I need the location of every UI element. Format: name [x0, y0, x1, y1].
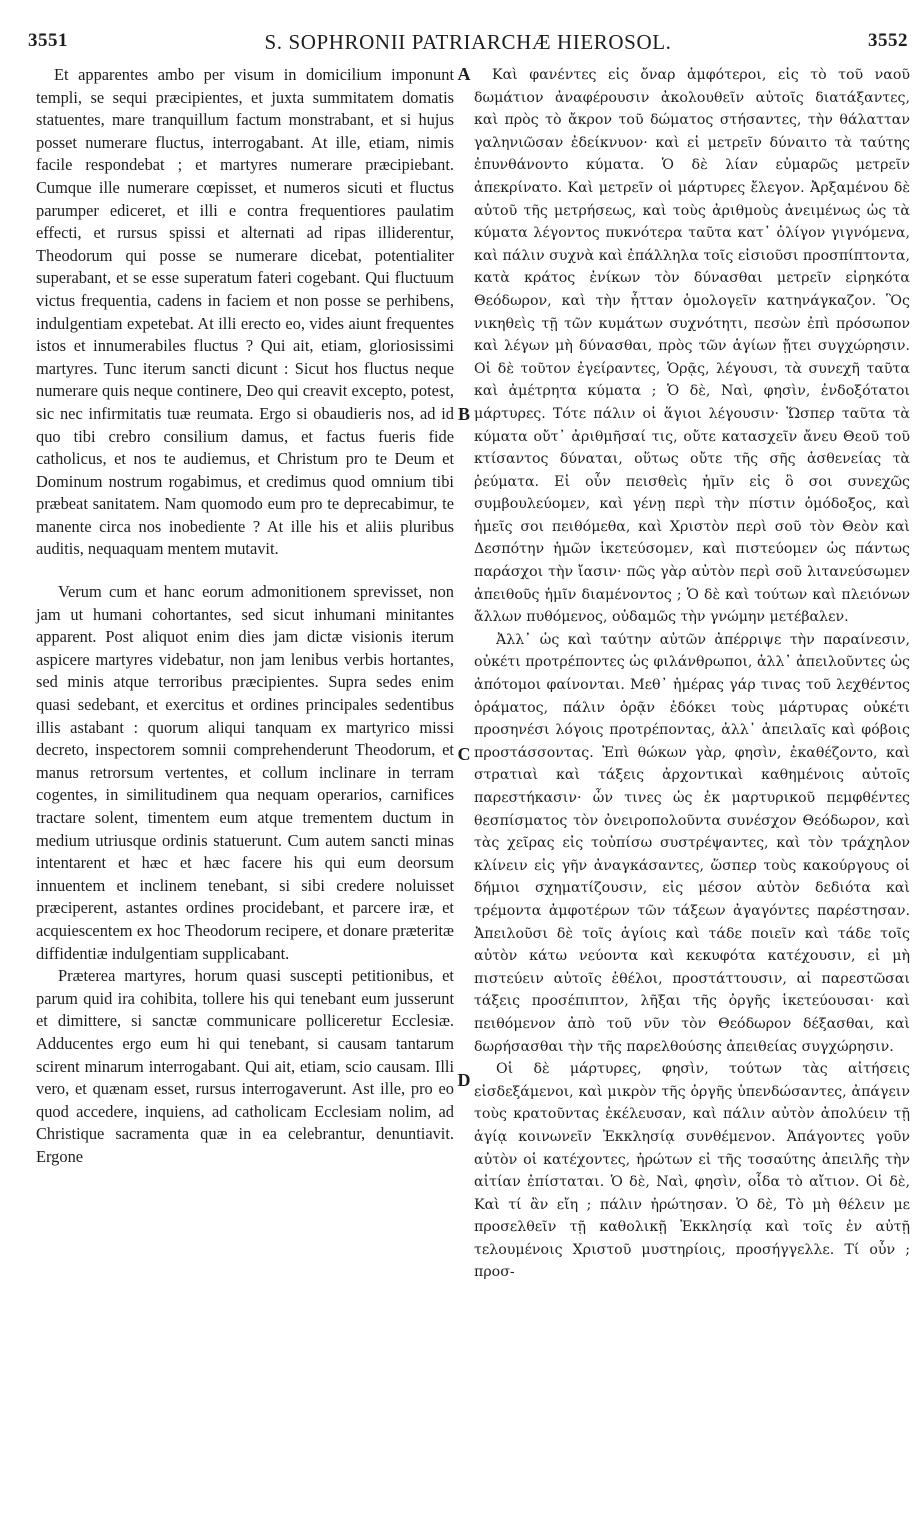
greek-paragraph-1: Καὶ φανέντες εἰς ὄναρ ἀμφότεροι, εἰς τὸ τοῦ ναοῦ δωμάτιον ἀναφέρουσιν ἀκολουθεῖν αὐτοῖς διατάξαντες, καὶ πρὸς τὸ ἄκρον τοῦ δώματος στήσαντες, τὴν θάλατταν γαληνιῶσαν ἐδείκνυον· καὶ εἰ μετρεῖν δύναιτο τὰ ταύτης ἐπυνθάνοντο κύματα. Ὁ δὲ λίαν εὐμαρῶς μετρεῖν ἀπεκρίνατο. Καὶ μετρεῖν οἱ μάρτυρες ἔλεγον. Ἀρξαμένου δὲ αὐτοῦ τῆς μετρήσεως, καὶ τοὺς ἀριθμοὺς ἀνειμένως ὡς τὰ κύματα λέγοντος πυκνότερα ταῦτα κατ᾽ ὀλίγον γιγνόμενα, καὶ πάλιν συχνὰ καὶ ἐπάλληλα τοῖς εἰσιοῦσι προσπίπτοντα, κατὰ κράτος ἐνίκων τὸν δύνασθαι μετρεῖν εἰρηκότα Θεόδωρον, καὶ τὴν ἧτταν ὁμολογεῖν κατηνάγκαζον. Ὃς νικηθεὶς τῇ τῶν κυμάτων συχνότητι, πεσὼν ἐπὶ πρόσωπον καὶ λέγων μὴ δύνασθαι, πρὸς τῶν ἁγίων ᾔτει συγχώρησιν. Οἱ δὲ τοῦτον ἐγείραντες, Ὁρᾷς, λέγουσι, τὰ συνεχῆ ταῦτα καὶ ἀμέτρητα κύματα ; Ὁ δὲ, Ναὶ, φησὶν, ἐνδοξότατοι μάρτυρες. Τότε πάλιν οἱ ἅγιοι λέγουσιν· Ὥσπερ ταῦτα τὰ κύματα οὔτ᾽ ἀριθμῆσαί τις, οὔτε κατασχεῖν ἄνευ Θεοῦ τοῦ κτίσαντος δύναται, οὕτως οὔτε τῆς σῆς ἀσθενείας τὰ ῥεύματα. Εἰ οὖν πεισθεὶς ἡμῖν εἰς ὃ σοι συνεχῶς συμβουλεύομεν, καὶ γένῃ περὶ τὴν πίστιν ὁμόδοξος, καὶ ἡμεῖς σοι πειθόμεθα, καὶ Χριστὸν περὶ σοῦ τὸν Θεὸν καὶ Δεσπότην ἡμῶν ἱκετεύσομεν, καὶ πιστεύομεν ὡς πάντως παράσχοι τὴν ἴασιν· πῶς γὰρ αὐτὸν περὶ σοῦ λιτανεύσωμεν ἀπειθοῦς ἡμῖν διαμένοντος ; Ὁ δὲ καὶ τούτων καὶ πλειόνων ἄλλων πυθόμενος, οὐδαμῶς τὴν γνώμην μετέβαλεν. [474, 67, 910, 626]
latin-paragraph-3: Præterea martyres, horum quasi suscepti petitionibus, et parum quid ira cohibita, tollere his qui tenebant eum jusserunt et dimittere, si sanctæ communicare polliceretur Ecclesiæ. Adducentes ergo eum hi qui tenebant, si causam tantarum scirent minarum interrogabant. Qui ait, etiam, scio causam. Illi vero, et quænam esset, rursus interrogaverunt. Ast ille, pro eo quod accedere, inquiens, ad catholicam Ecclesiam nolim, ad Christique sacramenta quæ in ea celebrantur, denuntiavit. Ergone [36, 966, 454, 1166]
latin-paragraph-2: Verum cum et hanc eorum admonitionem sprevisset, non jam ut humani cohortantes, sed sicut inhumani minitantes apparent. Post aliquot enim dies jam dictæ visionis iterum aspicere martyres videbatur, non jam lenibus verbis hortantes, sed minis atque terroribus præcipientes. Supra sedes enim quasi sedebant, et exercitus et ordines principales sedentibus illis astabant : quorum aliqui tanquam ex martyrico missi decreto, inspectorem somnii comprehenderunt Theodorum, et manus retrorsum vertentes, et collum inclinare in terram cogentes, in similitudinem qua nequam operarios, carnifices tractare solent, timentem eum atque trementem ductum in medium utriusque ordinis statuerunt. Cum autem sancti minas intentarent et hæc et hæc facere his qui eum deorsum innuentem et inclinem tenebant, si sibi credere noluisset præciperent, astantes ordines procidebant, et parcere iræ, et acquiescentem ex hoc Theodorum recipere, et donare præteritæ diffidentiæ indulgentiam supplicabant. [36, 582, 454, 963]
latin-paragraph-1: Et apparentes ambo per visum in domicilium imponunt templi, se sequi præcipientes, et juxta summitatem domatis statuentes, mare tranquillum factum monstrabant, et si hujus posset numerare fluctus, interrogabant. At ille, etiam, nimis facile respondebat ; et martyres numerare præcipiebant. Cumque ille numerare cœpisset, et numeros sicuti et fluctus parumper ediceret, et illi e contra frequentiores paulatim effecti, et rursus spissi et alternati ad ripas illiderentur, Theodorum qui posse se numerare dicebat, potentialiter superabant, et se esse superatum fateri cogebant. Qui fluctuum victus frequentia, cadens in faciem et non posse se perhibens, indulgentiam expetebat. At illi erecto eo, vides aiunt frequentes istos et innumerabiles fluctus ? Qui ait, etiam, gloriosissimi martyres. Tunc iterum sancti dicunt : Sicut hos fluctus neque numerare quis neque continere, Deo qui creavit excepto, potest, sic nec infirmitatis tuæ reumata. Ergo si obaudieris nos, ad id quo tibi crebro consilium damus, et factus fueris fide catholicus, et nos te audiemus, et Christum pro te Deum et Dominum nostrum rogabimus, et credimus quod omnium tibi præbeat sanitatem. Nam quomodo eum pro te deprecabimur, te manente circa nos inobediente ? At ille his et aliis pluribus auditis, nequaquam mentem mutavit. [36, 65, 454, 559]
page-header [28, 30, 908, 60]
section-marker-d: D [457, 1070, 471, 1090]
greek-paragraph-2: Ἀλλ᾽ ὡς καὶ ταύτην αὐτῶν ἀπέρριψε τὴν παραίνεσιν, οὐκέτι προτρέποντες ὡς φιλάνθρωποι, ἀλλ᾽ ἀπειλοῦντες ὡς ἀπότομοι φαίνονται. Μεθ᾽ ἡμέρας γάρ τινας τοῦ λεχθέντος ὁράματος, πάλιν ὁρᾷν ἐδόκει τοὺς μάρτυρας οὐκέτι προσηνέσι λόγοις προτρέποντας, ἀλλ᾽ ἀπειλαῖς καὶ φόβοις προστάσσοντας. Ἐπὶ θώκων γὰρ, φησὶν, ἐκαθέζοντο, καὶ στρατιαὶ καὶ τάξεις ἀρχοντικαὶ καθημένοις αὐτοῖς παρεστήκασιν· ὧν τινες ὡς ἐκ μαρτυρικοῦ πεμφθέντες θεσπίσματος τὸν ὀνειροπολοῦντα συνέσχον Θεόδωρον, καὶ τὰς χεῖρας εἰς τοὐπίσω συστρέψαντες, καὶ τὸν τράχηλον κλίνειν εἰς γῆν ἀναγκάσαντες, ὥσπερ τοὺς κακούργους οἱ δήμιοι σχηματίζουσιν, εἰς μέσον αὐτὸν δεδιότα καὶ τρέμοντα ἀμφοτέρων τῶν τάξεων ἀγαγόντες παρέστησαν. Ἀπειλοῦσι δὲ τοῖς ἁγίοις καὶ τάδε ποιεῖν καὶ τάδε τοῖς αὐτὸν κάτω νεύοντα καὶ κεκυφότα κατέχουσιν, εἰ μὴ πιστεύειν αὐτοῖς ἐθέλοι, προστάττουσιν, αἱ παρεστῶσαι τάξεις προσέπιπτον, λῆξαι τῆς ὀργῆς ἱκετεύουσαι· καὶ πειθόμενον ἀπὸ τοῦ νῦν τὸν Θεόδωρον δέξασθαι, καὶ δωρήσασθαι τὴν τῆς παρελθούσης ἀπειθείας συγχώρησιν. [474, 631, 910, 1055]
section-marker-c: C [457, 744, 471, 764]
latin-column [36, 64, 454, 1528]
page-number-left: 3551 [28, 30, 68, 51]
greek-column [474, 64, 910, 1528]
running-title: S. SOPHRONII PATRIARCHÆ HIEROSOL. [264, 30, 672, 54]
section-marker-b: B [457, 404, 470, 424]
section-marker-a: A [457, 64, 471, 84]
greek-paragraph-3: Οἱ δὲ μάρτυρες, φησὶν, τούτων τὰς αἰτήσεις εἰσδεξάμενοι, καὶ μικρὸν τῆς ὀργῆς ὑπενδώσαντες, ἀπάγειν τοὺς κρατοῦντας ἐκέλευσαν, καὶ πάλιν αὐτὸν ἀπολύειν τῇ ἁγίᾳ κοινωνεῖν Ἐκκλησίᾳ συνθέμενον. Ἀπάγοντες γοῦν αὐτὸν οἱ κατέχοντες, ἠρώτων εἰ τῆς τοσαύτης ἀπειλῆς τὴν αἰτίαν ἐπίσταται. Ὁ δὲ, Ναὶ, φησὶν, οἶδα τὸ αἴτιον. Οἱ δὲ, Καὶ τί ἂν εἴη ; πάλιν ἠρώτησαν. Ὁ δὲ, Τὸ μὴ θέλειν με προσελθεῖν τῇ καθολικῇ Ἐκκλησίᾳ καὶ τοῖς ἐν αὐτῇ τελουμένοις Χριστοῦ μυστηρίοις, προσήγγελλε. Τί οὖν ; προσ- [474, 1061, 910, 1281]
page-number-right: 3552 [868, 30, 908, 51]
